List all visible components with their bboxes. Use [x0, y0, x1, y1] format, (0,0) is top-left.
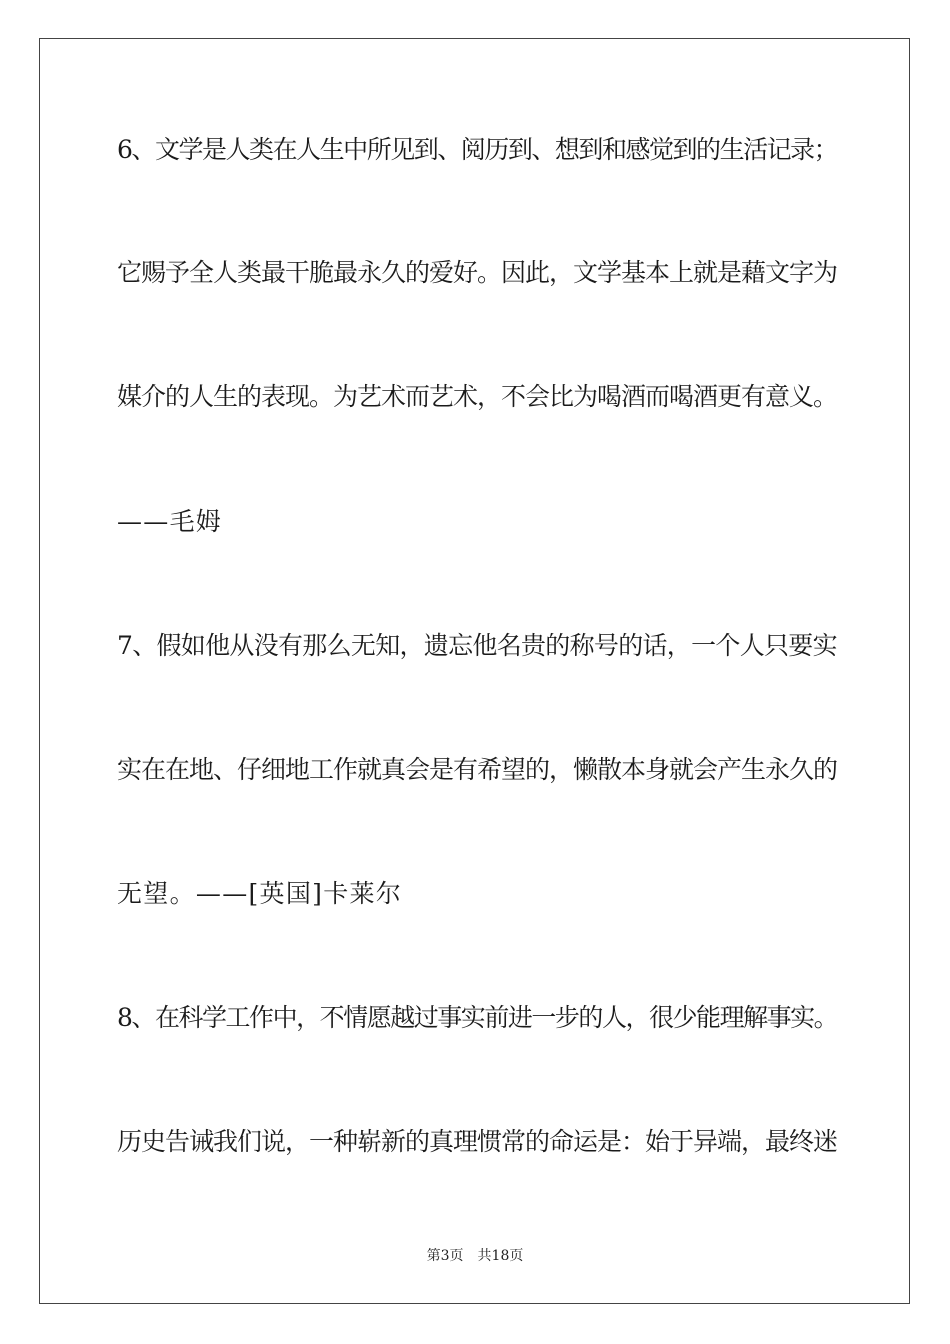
text-line-4: ——毛姆 — [117, 507, 223, 536]
text-line-8: 8、在科学工作中，不情愿越过事实前进一步的人，很少能理解事实。 — [117, 1003, 838, 1032]
text-line-2: 它赐予全人类最干脆最永久的爱好。因此，文学基本上就是藉文字为 — [117, 258, 838, 287]
text-line-6: 实在在地、仔细地工作就真会是有希望的，懒散本身就会产生永久的 — [117, 755, 838, 784]
text-line-1: 6、文学是人类在人生中所见到、阅历到、想到和感觉到的生活记录； — [117, 135, 838, 164]
text-line-7: 无望。——[英国]卡莱尔 — [117, 879, 403, 908]
page-footer — [0, 1246, 950, 1266]
page-border — [39, 38, 910, 1304]
page-number: 第3页 — [426, 1248, 464, 1264]
text-line-3: 媒介的人生的表现。为艺术而艺术，不会比为喝酒而喝酒更有意义。 — [117, 382, 838, 411]
text-line-9: 历史告诫我们说，一种崭新的真理惯常的命运是：始于异端，最终迷 — [117, 1127, 838, 1156]
text-line-5: 7、假如他从没有那么无知，遗忘他名贵的称号的话，一个人只要实 — [117, 631, 837, 660]
page-total: 共18页 — [477, 1248, 524, 1264]
